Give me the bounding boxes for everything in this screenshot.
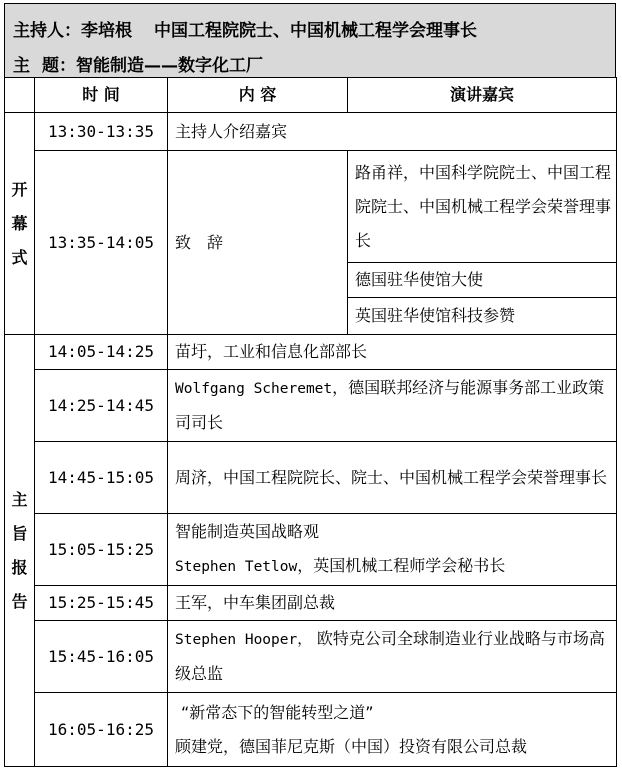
content-line1: 智能制造英国战略观 — [175, 522, 320, 541]
row-time: 13:30-13:35 — [35, 113, 168, 151]
content-zh: ，德国联邦经济与能源事务部工业政策司司长 — [175, 378, 605, 432]
column-header-content: 内 容 — [168, 78, 348, 113]
section-keynote: 主旨报告 — [5, 335, 35, 767]
row-speaker: 英国驻华使馆科技参赞 — [348, 298, 617, 335]
row-time: 14:05-14:25 — [35, 335, 168, 370]
content-en: Stephen Tetlow — [175, 559, 298, 575]
content-en: Stephen Hooper， — [175, 632, 312, 648]
row-time: 15:05-15:25 — [35, 514, 168, 586]
theme-label-b: 题： — [42, 56, 76, 76]
row-content: 王军，中车集团副总裁 — [168, 586, 617, 621]
content-line2: 顾建党，德国菲尼克斯（中国）投资有限公司总裁 — [175, 736, 528, 756]
row-content: 苗圩，工业和信息化部部长 — [168, 335, 617, 370]
table-header-row — [5, 78, 617, 113]
row-content — [168, 514, 617, 586]
row-content: 周济，中国工程院院长、院士、中国机械工程学会荣誉理事长 — [168, 442, 617, 514]
content-en: Wolfgang Scheremet — [175, 381, 333, 397]
column-header-section — [5, 78, 35, 113]
content-zh: ，英国机械工程师学会秘书长 — [297, 556, 506, 575]
theme-value: 智能制造——数字化工厂 — [76, 56, 263, 76]
row-speaker: 路甬祥，中国科学院院士、中国工程院院士、中国机械工程学会荣誉理事长 — [348, 151, 617, 263]
agenda-header — [4, 3, 616, 78]
theme-line — [13, 51, 263, 76]
host-name: 李培根 — [81, 21, 132, 41]
content-zh: 欧特克公司全球制造业行业战略与市场高级总监 — [175, 629, 605, 683]
theme-label-a: 主 — [13, 56, 30, 76]
row-time: 14:25-14:45 — [35, 370, 168, 442]
row-time: 15:25-15:45 — [35, 586, 168, 621]
host-label: 主持人： — [13, 21, 81, 41]
table-row — [5, 113, 617, 151]
content-line1: “新常态下的智能转型之道” — [181, 702, 374, 722]
row-content — [168, 693, 617, 767]
column-header-time: 时 间 — [35, 78, 168, 113]
table-row — [5, 370, 617, 442]
row-content: 主持人介绍嘉宾 — [168, 113, 617, 151]
host-line — [13, 16, 477, 41]
table-row — [5, 514, 617, 586]
section-opening: 开幕式 — [5, 113, 35, 335]
row-time: 16:05-16:25 — [35, 693, 168, 767]
table-row — [5, 621, 617, 693]
row-time: 15:45-16:05 — [35, 621, 168, 693]
agenda-table — [4, 77, 617, 767]
row-time: 13:35-14:05 — [35, 151, 168, 335]
table-row — [5, 693, 617, 767]
table-row — [5, 151, 617, 263]
column-header-speaker: 演讲嘉宾 — [348, 78, 617, 113]
table-row — [5, 335, 617, 370]
row-content — [168, 621, 617, 693]
row-time: 14:45-15:05 — [35, 442, 168, 514]
table-row — [5, 442, 617, 514]
row-content — [168, 370, 617, 442]
table-row — [5, 586, 617, 621]
row-content: 致辞 — [168, 151, 348, 335]
row-speaker: 德国驻华使馆大使 — [348, 263, 617, 298]
host-title: 中国工程院院士、中国机械工程学会理事长 — [154, 21, 477, 41]
